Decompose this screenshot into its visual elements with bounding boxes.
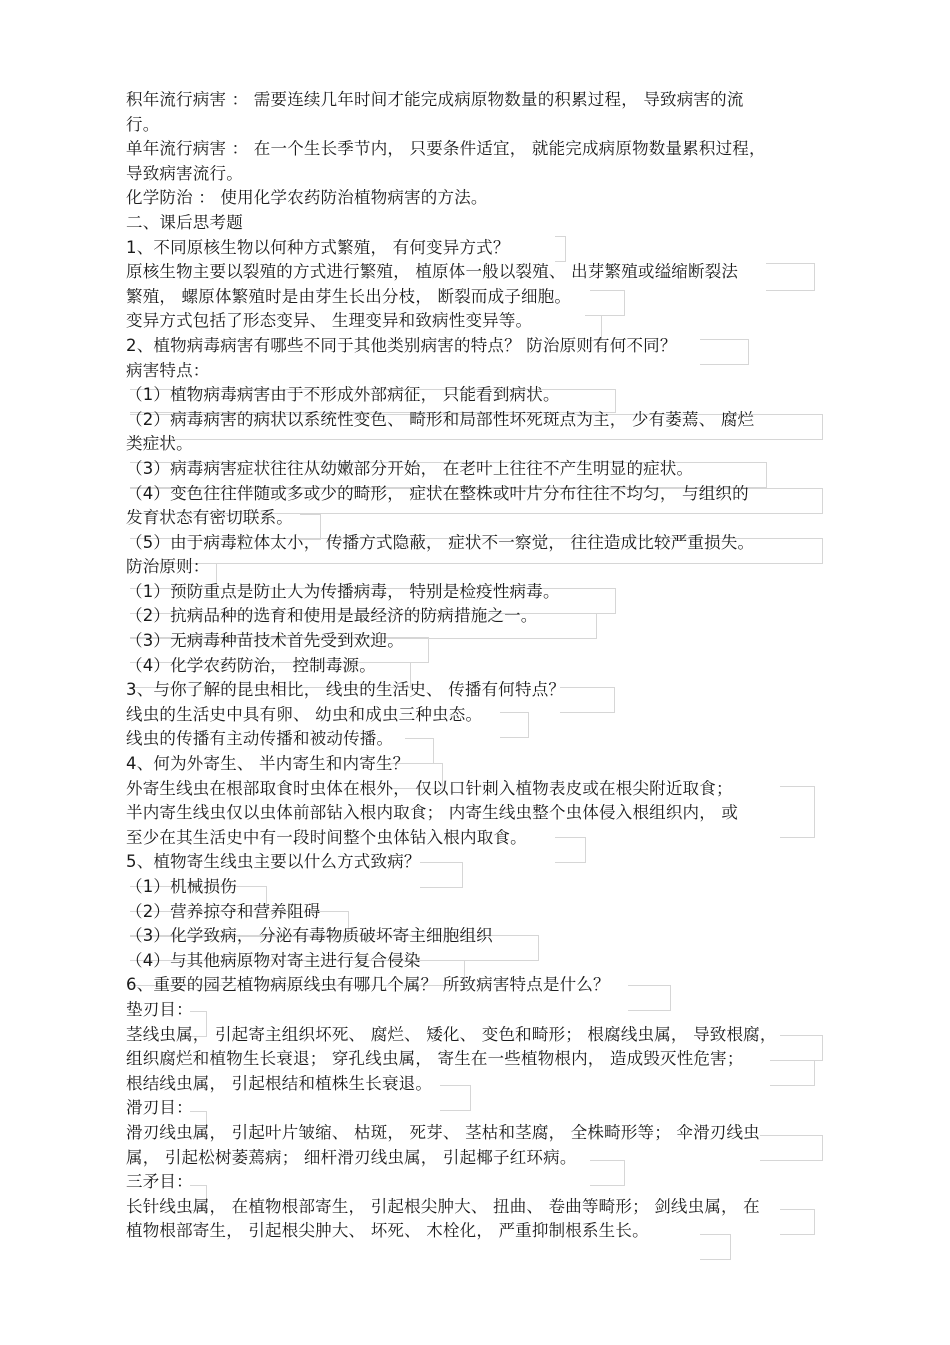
list-item: （1）机械损伤 — [126, 877, 237, 896]
list-item-continuation: 发育状态有密切联系。 — [126, 508, 293, 528]
list-item: （4）变色往往伴随或多或少的畸形， 症状在整株或叶片分布往往不均匀， 与组织的 — [126, 483, 749, 503]
answer-line: 外寄生线虫在根部取食时虫体在根外， 仅以口针刺入植物表皮或在根尖附近取食； — [126, 778, 733, 798]
document-body — [126, 88, 826, 1244]
term-definition-line: 单年流行病害 ： 在一个生长季节内， 只要条件适宜， 就能完成病原物数量累积过程， — [126, 139, 766, 159]
answer-line: 变异方式包括了形态变异、 生理变异和致病性变异等。 — [126, 311, 533, 331]
question-heading: 3、与你了解的昆虫相比， 线虫的生活史、 传播有何特点？ — [126, 680, 566, 700]
answer-line: 半内寄生线虫仅以虫体前部钻入根内取食； 内寄生线虫整个虫体侵入根组织内， 或 — [126, 803, 739, 823]
list-item: （4）与其他病原物对寄主进行复合侵染 — [126, 950, 421, 970]
answer-line: 属， 引起松树萎蔫病； 细杆滑刃线虫属， 引起椰子红环病。 — [126, 1147, 577, 1167]
section-heading: 二、课后思考题 — [126, 212, 243, 232]
question-heading: 1、不同原核生物以何种方式繁殖， 有何变异方式？ — [126, 237, 510, 257]
answer-line: 组织腐烂和植物生长衰退； 穿孔线虫属， 寄生在一些植物根内， 造成毁灭性危害； — [126, 1049, 744, 1069]
list-item: （2）抗病品种的选育和使用是最经济的防病措施之一。 — [126, 606, 538, 626]
list-item: （1）预防重点是防止人为传播病毒， 特别是检疫性病毒。 — [126, 581, 560, 601]
term-definition-line: 化学防治 ： 使用化学农药防治植物病害的方法。 — [126, 188, 488, 208]
list-item: （3）病毒病害症状往往从幼嫩部分开始， 在老叶上往往不产生明显的症状。 — [126, 458, 694, 478]
list-item: （3）无病毒种苗技术首先受到欢迎。 — [126, 631, 404, 651]
subheading: 垫刃目： — [126, 999, 193, 1019]
question-heading: 4、何为外寄生、 半内寄生和内寄生？ — [126, 754, 410, 774]
term-definition-line: 导致病害流行。 — [126, 163, 243, 183]
subheading: 滑刃目： — [126, 1098, 193, 1118]
answer-line: 滑刃线虫属， 引起叶片皱缩、 枯斑， 死芽、 茎枯和茎腐， 全株畸形等； 伞滑刃线虫 — [126, 1122, 760, 1142]
list-item: （3）化学致病， 分泌有毒物质破坏寄主细胞组织 — [126, 926, 493, 946]
answer-line: 繁殖， 螺原体繁殖时是由芽生长出分枝， 断裂而成子细胞。 — [126, 286, 572, 306]
question-heading: 2、植物病毒病害有哪些不同于其他类别病害的特点？ 防治原则有何不同？ — [126, 335, 677, 355]
answer-line: 线虫的传播有主动传播和被动传播。 — [126, 729, 394, 749]
subheading: 防治原则： — [126, 557, 210, 577]
question-heading: 5、植物寄生线虫主要以什么方式致病？ — [126, 852, 421, 872]
answer-line: 植物根部寄生， 引起根尖肿大、 坏死、 木栓化， 严重抑制根系生长。 — [126, 1221, 649, 1241]
answer-line: 茎线虫属， 引起寄主组织坏死、 腐烂、 矮化、 变色和畸形； 根腐线虫属， 导致根腐， — [126, 1024, 777, 1044]
list-item: （5）由于病毒粒体太小， 传播方式隐蔽， 症状不一察觉， 往往造成比较严重损失。 — [126, 532, 755, 552]
answer-line: 根结线虫属， 引起根结和植株生长衰退。 — [126, 1073, 433, 1093]
list-item: （2）营养掠夺和营养阻碍 — [126, 901, 321, 921]
list-item: （1）植物病毒病害由于不形成外部病征， 只能看到病状。 — [126, 385, 560, 405]
subheading: 三矛目： — [126, 1172, 193, 1192]
term-definition-line: 行。 — [126, 114, 160, 134]
list-item: （4）化学农药防治， 控制毒源。 — [126, 655, 376, 675]
answer-line: 线虫的生活史中具有卵、 幼虫和成虫三种虫态。 — [126, 704, 483, 724]
answer-line: 长针线虫属， 在植物根部寄生， 引起根尖肿大、 扭曲、 卷曲等畸形； 剑线虫属， 在 — [126, 1196, 760, 1216]
answer-line: 至少在其生活史中有一段时间整个虫体钻入根内取食。 — [126, 827, 527, 847]
answer-line: 原核生物主要以裂殖的方式进行繁殖， 植原体一般以裂殖、 出芽繁殖或缢缩断裂法 — [126, 262, 739, 282]
list-item: （2）病毒病害的病状以系统性变色、 畸形和局部性坏死斑点为主， 少有萎蔫、 腐烂 — [126, 409, 755, 429]
list-item-continuation: 类症状。 — [126, 434, 193, 454]
question-heading: 6、重要的园艺植物病原线虫有哪几个属？ 所致病害特点是什么？ — [126, 975, 610, 995]
subheading: 病害特点： — [126, 360, 210, 380]
term-definition-line: 积年流行病害 ： 需要连续几年时间才能完成病原物数量的积累过程， 导致病害的流 — [126, 90, 744, 109]
